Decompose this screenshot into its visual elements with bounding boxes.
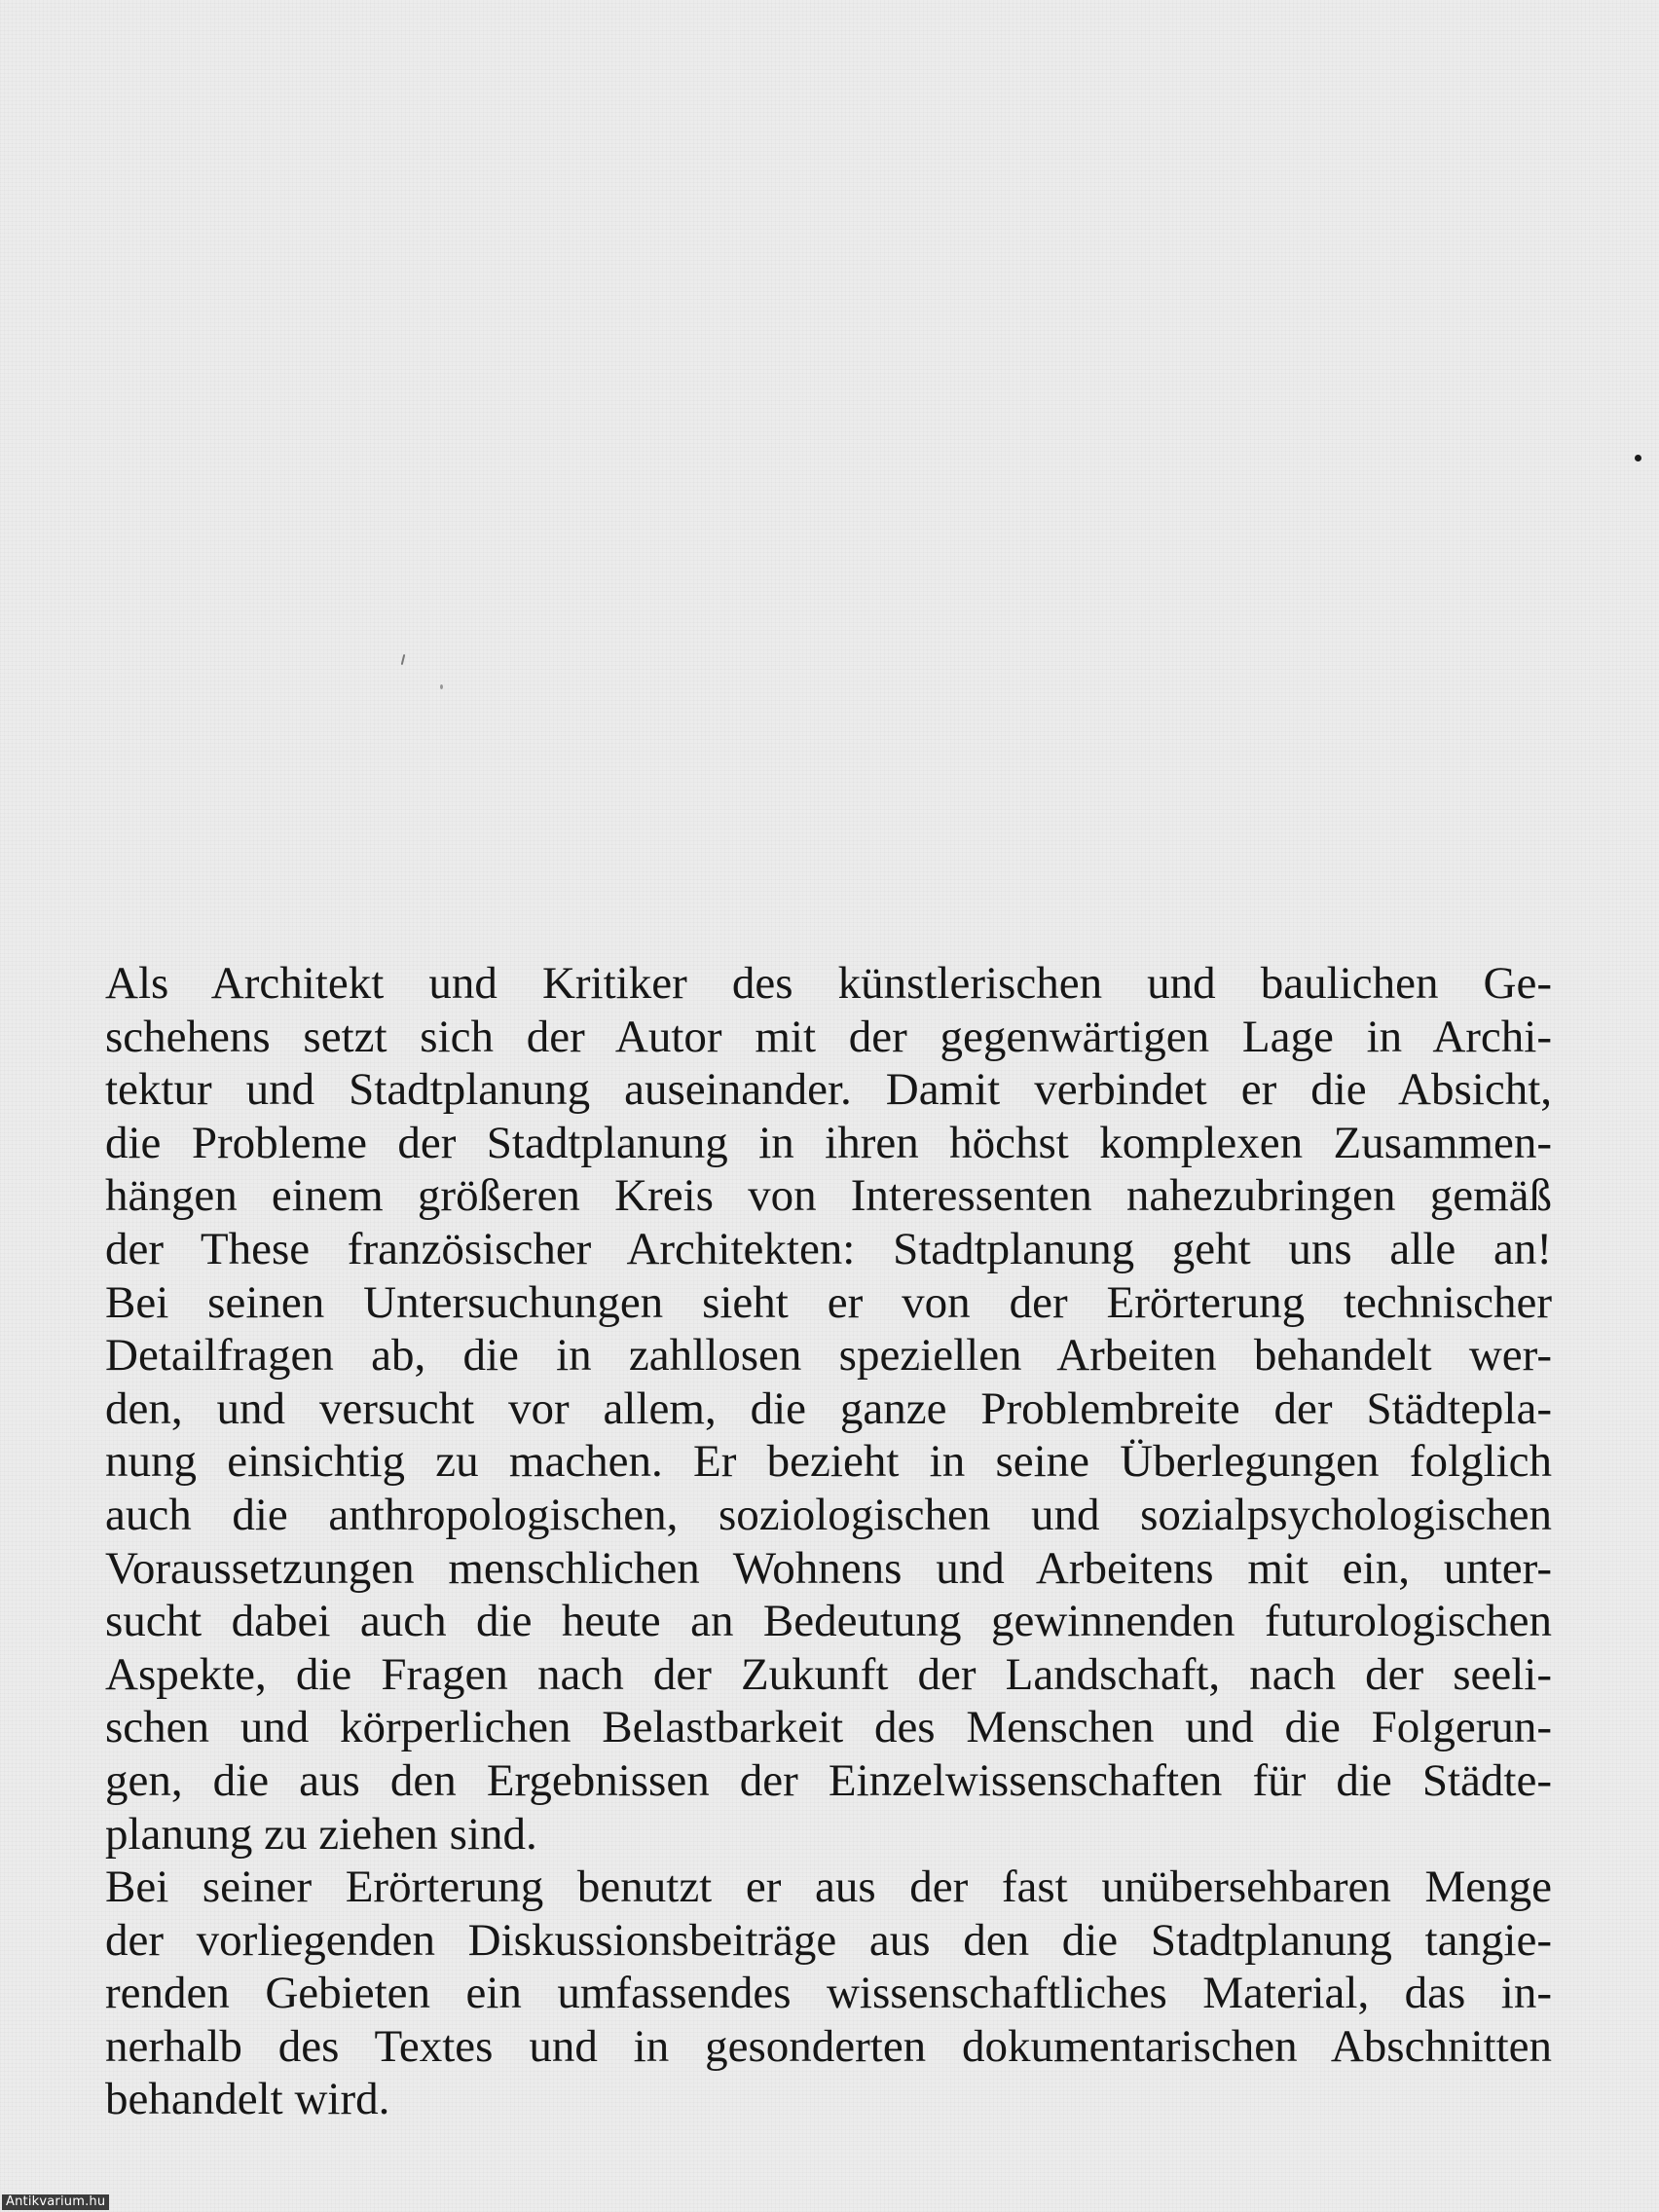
text-line: auch die anthropologischen, soziologischen und sozialpsychologischen [105,1489,1552,1540]
text-line: die Probleme der Stadtplanung in ihren höchst komplexen Zusammen- [105,1117,1552,1168]
text-line: nerhalb des Textes und in gesonderten dokumentarischen Abschnitten [105,2020,1552,2072]
text-line: Bei seinen Untersuchungen sieht er von der Erörterung technischer [105,1276,1552,1328]
text-line: tektur und Stadtplanung auseinander. Damit verbindet er die Absicht, [105,1064,1552,1116]
text-line: der These französischer Architekten: Stadtplanung geht uns alle an! [105,1223,1552,1274]
text-line: planung zu ziehen sind. [105,1808,537,1860]
text-line: behandelt wird. [105,2074,390,2125]
text-line: den, und versucht vor allem, die ganze Problembreite der Städtepla- [105,1382,1552,1434]
text-line: schehens setzt sich der Autor mit der gegenwärtigen Lage in Archi- [105,1011,1552,1062]
text-line: renden Gebieten ein umfassendes wissenschaftliches Material, das in- [105,1968,1552,2019]
ink-speck [1635,455,1641,461]
text-line: Detailfragen ab, die in zahllosen speziellen Arbeiten behandelt wer- [105,1330,1552,1382]
paper-mark [401,654,406,665]
text-line: Bei seiner Erörterung benutzt er aus der fast unübersehbaren Menge [105,1862,1552,1913]
text-line: hängen einem größeren Kreis von Interessenten nahezubringen gemäß [105,1170,1552,1222]
text-line: Aspekte, die Fragen nach der Zukunft der Landschaft, nach der seeli- [105,1648,1552,1700]
blurb-text [105,957,1552,2126]
text-line: Als Architekt und Kritiker des künstlerischen und baulichen Ge- [105,958,1552,1009]
watermark: Antikvarium.hu [2,2194,109,2210]
text-line: sucht dabei auch die heute an Bedeutung gewinnenden futurologischen [105,1596,1552,1647]
text-line: gen, die aus den Ergebnissen der Einzelwissenschaften für die Städte- [105,1754,1552,1806]
text-line: Voraussetzungen menschlichen Wohnens und Arbeitens mit ein, unter- [105,1542,1552,1594]
text-line: schen und körperlichen Belastbarkeit des Menschen und die Folgerun- [105,1702,1552,1753]
paper-mark [440,684,443,689]
text-line: nung einsichtig zu machen. Er bezieht in seine Überlegungen folglich [105,1436,1552,1488]
text-line: der vorliegenden Diskussionsbeiträge aus den die Stadtplanung tangie- [105,1914,1552,1966]
